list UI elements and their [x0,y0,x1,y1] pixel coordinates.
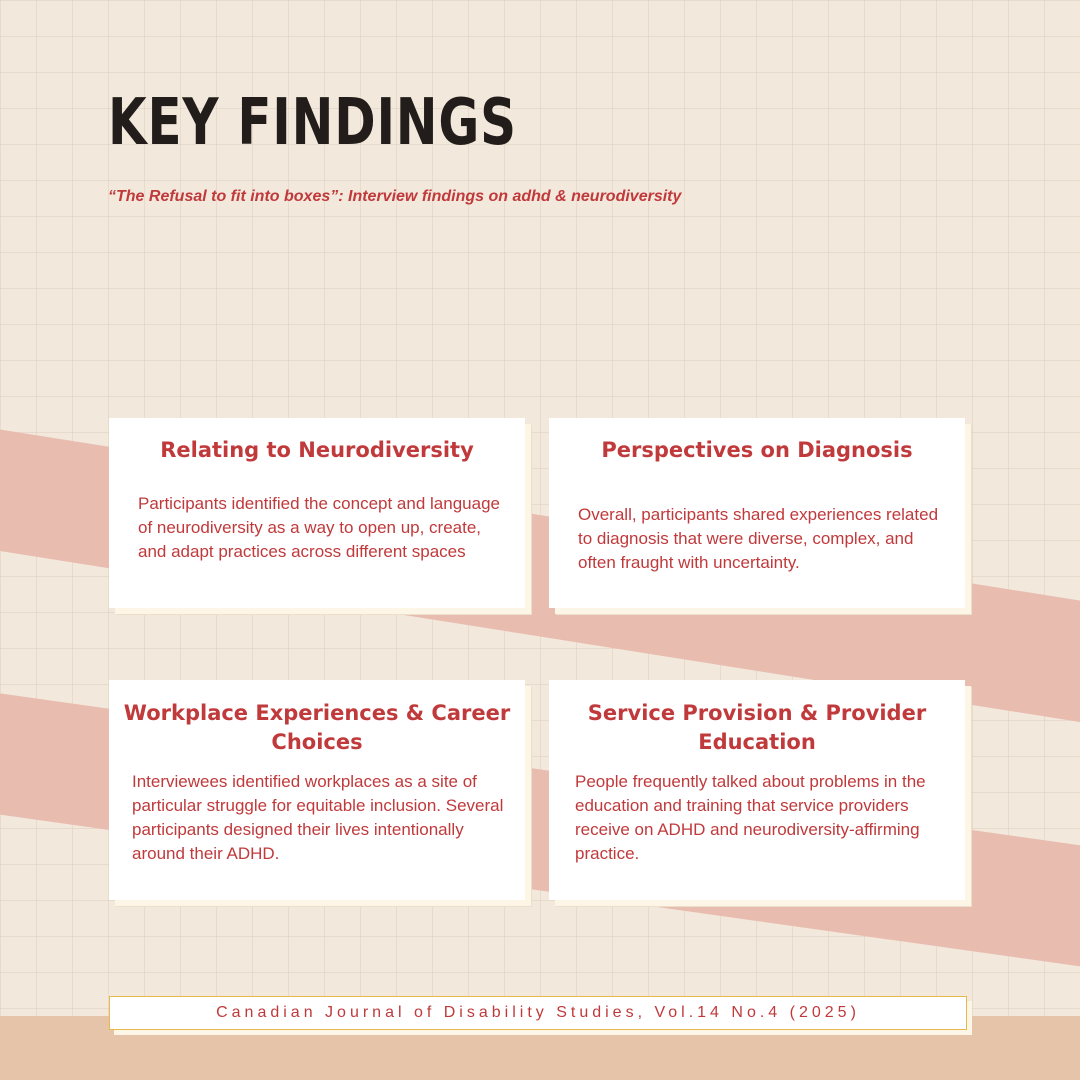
card-title: Workplace Experiences & Career Choices [123,701,511,754]
card-body: People frequently talked about problems in the education and training that service providers receive on ADHD and neurodiversity-affirming practice. [575,772,926,863]
finding-card-service-provision [549,680,965,900]
card-title: Relating to Neurodiversity [160,438,474,462]
card-body: Participants identified the concept and language of neurodiversity as a way to open up, create, and adapt practices across different spaces [138,494,500,561]
card-title: Perspectives on Diagnosis [601,438,913,462]
citation-text: Canadian Journal of Disability Studies, Vol.14 No.4 (2025) [216,1004,860,1021]
finding-card-workplace [109,680,525,900]
card-body: Interviewees identified workplaces as a site of particular struggle for equitable inclusion. Several participants designed their lives intentionally around their ADHD. [132,772,504,863]
page-subtitle: “The Refusal to fit into boxes”: Interview findings on adhd & neurodiversity [108,188,682,205]
card-title: Service Provision & Provider Education [587,701,927,754]
finding-card-neurodiversity [109,418,525,608]
card-body: Overall, participants shared experiences related to diagnosis that were diverse, complex, and often fraught with uncertainty. [578,505,939,572]
finding-card-diagnosis [549,418,965,608]
citation-box [109,996,967,1030]
page-title: KEY FINDINGS [108,86,517,160]
